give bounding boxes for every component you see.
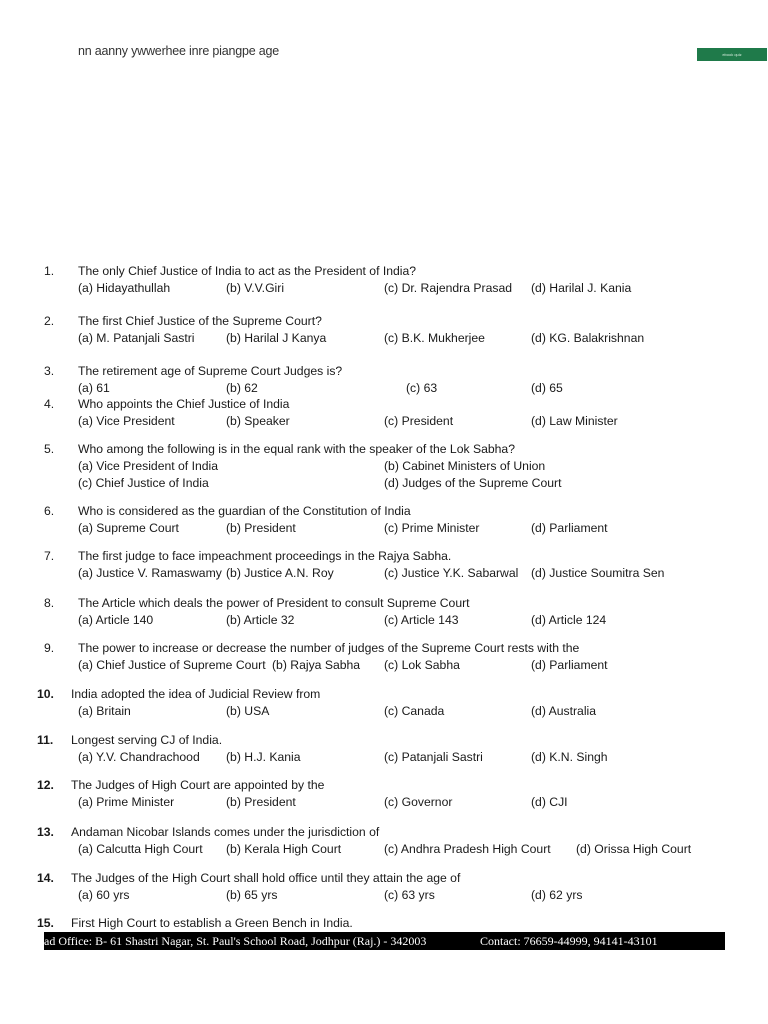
footer-address: ad Office: B- 61 Shastri Nagar, St. Paul's School Road, Jodhpur (Raj.) - 342003 [44,934,427,948]
question-number: 8. [44,596,55,610]
answer-option: (b) President [226,521,296,535]
answer-option: (d) 65 [531,381,563,395]
question-text: The retirement age of Supreme Court Judges is? [78,364,343,378]
answer-option: (d) Law Minister [531,414,618,428]
answer-option: (d) Orissa High Court [576,842,692,856]
answer-option: (a) Calcutta High Court [78,842,203,856]
question-text: India adopted the idea of Judicial Review from [71,687,321,701]
answer-option: (a) Supreme Court [78,521,179,535]
question-text: The Judges of High Court are appointed by the [71,778,325,792]
answer-option: (d) Parliament [531,658,608,672]
question-number: 1. [44,264,55,278]
question-number: 15. [37,916,54,930]
answer-option: (c) Chief Justice of India [78,476,209,490]
answer-option: (c) Patanjali Sastri [384,750,483,764]
answer-option: (b) President [226,795,296,809]
answer-option: (d) 62 yrs [531,888,583,902]
answer-option: (a) Britain [78,704,131,718]
answer-option: (d) Parliament [531,521,608,535]
answer-option: (d) Harilal J. Kania [531,281,632,295]
answer-option: (a) Chief Justice of Supreme Court [78,658,266,672]
answer-option: (d) Article 124 [531,613,607,627]
header-badge [697,48,767,61]
answer-option: (b) Article 32 [226,613,295,627]
answer-option: (c) Article 143 [384,613,459,627]
question-number: 13. [37,825,54,839]
answer-option: (c) 63 yrs [384,888,435,902]
answer-option: (b) V.V.Giri [226,281,285,295]
answer-option: (a) Vice President [78,414,175,428]
question-text: The first Chief Justice of the Supreme Court? [78,314,322,328]
answer-option: (b) Kerala High Court [226,842,342,856]
answer-option: (a) M. Patanjali Sastri [78,331,195,345]
answer-option: (b) Justice A.N. Roy [226,566,334,580]
question-number: 10. [37,687,54,701]
question-number: 9. [44,641,55,655]
question-text: The power to increase or decrease the number of judges of the Supreme Court rests with the [78,641,580,655]
page-header-text: nn aanny ywwerhee inre piangpe age [78,44,279,58]
footer-contact: Contact: 76659-44999, 94141-43101 [480,934,658,948]
answer-option: (b) Cabinet Ministers of Union [384,459,546,473]
answer-option: (b) 65 yrs [226,888,278,902]
answer-option: (a) Article 140 [78,613,154,627]
answer-option: (b) USA [226,704,270,718]
answer-option: (d) Justice Soumitra Sen [531,566,665,580]
question-number: 12. [37,778,54,792]
answer-option: (c) Prime Minister [384,521,480,535]
answer-option: (a) Justice V. Ramaswamy [78,566,222,580]
question-number: 7. [44,549,55,563]
answer-option: (a) 61 [78,381,110,395]
question-number: 2. [44,314,55,328]
answer-option: (c) 63 [406,381,438,395]
answer-option: (c) Governor [384,795,453,809]
question-text: The first judge to face impeachment proceedings in the Rajya Sabha. [78,549,452,563]
answer-option: (b) 62 [226,381,258,395]
header-badge-text: ebook quiz [722,52,742,57]
question-text: Andaman Nicobar Islands comes under the jurisdiction of [71,825,380,839]
answer-option: (c) Lok Sabha [384,658,460,672]
answer-option: (b) H.J. Kania [226,750,301,764]
question-text: First High Court to establish a Green Bench in India. [71,916,353,930]
answer-option: (a) 60 yrs [78,888,130,902]
question-number: 14. [37,871,54,885]
answer-option: (c) Canada [384,704,445,718]
answer-option: (a) Y.V. Chandrachood [78,750,200,764]
question-number: 5. [44,442,55,456]
answer-option: (d) Judges of the Supreme Court [384,476,562,490]
answer-option: (d) K.N. Singh [531,750,608,764]
answer-option: (c) B.K. Mukherjee [384,331,485,345]
answer-option: (d) KG. Balakrishnan [531,331,645,345]
answer-option: (a) Hidayathullah [78,281,171,295]
question-number: 11. [37,733,54,747]
question-text: Who among the following is in the equal rank with the speaker of the Lok Sabha? [78,442,515,456]
answer-option: (c) Andhra Pradesh High Court [384,842,551,856]
question-text: The only Chief Justice of India to act as the President of India? [78,264,417,278]
question-number: 6. [44,504,55,518]
answer-option: (d) CJI [531,795,568,809]
answer-option: (b) Speaker [226,414,290,428]
answer-option: (c) Justice Y.K. Sabarwal [384,566,519,580]
question-number: 4. [44,397,55,411]
question-text: The Article which deals the power of President to consult Supreme Court [78,596,470,610]
answer-option: (d) Australia [531,704,597,718]
answer-option: (a) Vice President of India [78,459,219,473]
question-text: Who appoints the Chief Justice of India [78,397,290,411]
question-text: The Judges of the High Court shall hold office until they attain the age of [71,871,461,885]
question-number: 3. [44,364,55,378]
answer-option: (c) President [384,414,454,428]
footer-bar [44,932,725,950]
answer-option: (b) Harilal J Kanya [226,331,327,345]
answer-option: (c) Dr. Rajendra Prasad [384,281,513,295]
answer-option: (b) Rajya Sabha [272,658,361,672]
question-text: Longest serving CJ of India. [71,733,223,747]
question-text: Who is considered as the guardian of the Constitution of India [78,504,411,518]
answer-option: (a) Prime Minister [78,795,175,809]
